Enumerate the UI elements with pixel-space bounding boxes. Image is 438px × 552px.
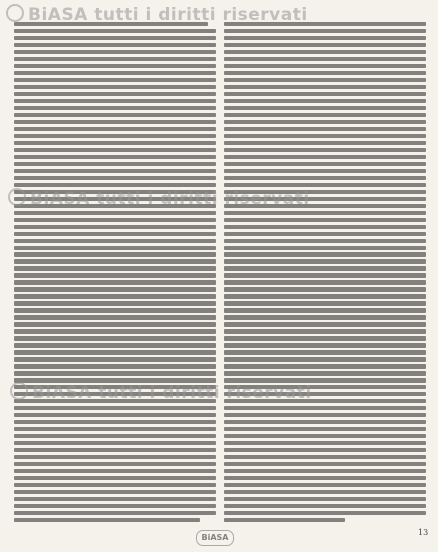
watermark-text: BiASA tutti i diritti riservati <box>8 188 310 209</box>
library-stamp: BiASA <box>196 530 234 546</box>
text-column-left <box>14 22 216 530</box>
watermark-logo-icon <box>8 188 26 206</box>
page-number: 13 <box>418 528 429 537</box>
watermark-text: BiASA tutti i diritti riservati <box>10 382 312 403</box>
text-column-right <box>224 22 426 530</box>
watermark-logo-icon <box>6 4 24 22</box>
watermark-logo-icon <box>10 382 28 400</box>
watermark-text: BiASA tutti i diritti riservati <box>6 4 308 25</box>
